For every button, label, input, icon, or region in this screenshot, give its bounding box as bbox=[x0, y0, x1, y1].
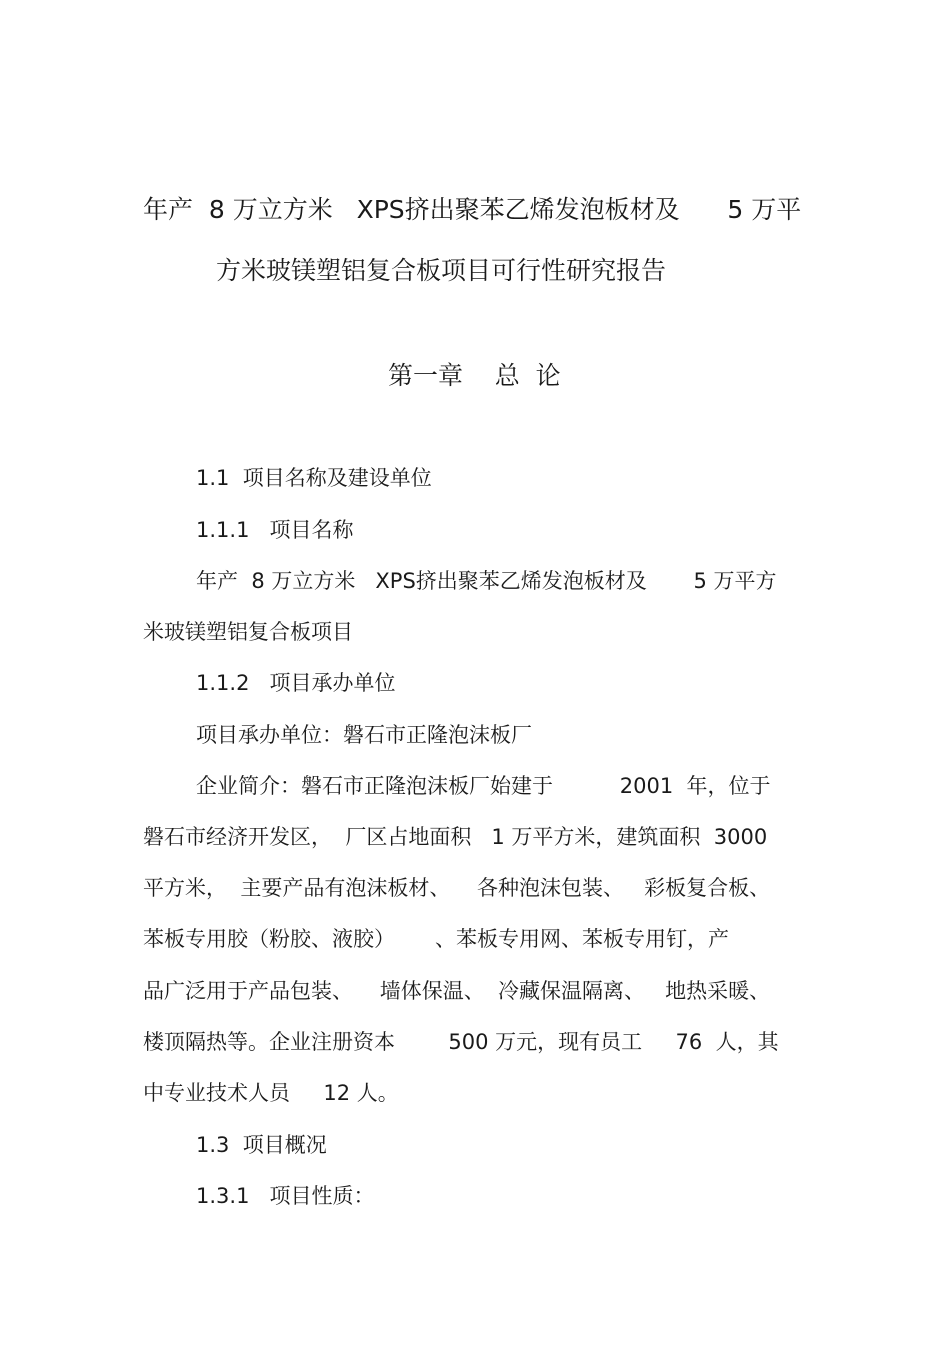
company-intro-line-2: 磐石市经济开发区， 厂区占地面积 1 万平方米，建筑面积 3000 bbox=[143, 825, 768, 849]
project-name-paragraph-line-1: 年产 8 万立方米 XPS挤出聚苯乙烯发泡板材及 5 万平方 bbox=[196, 569, 777, 593]
project-name-paragraph-line-2: 米玻镁塑铝复合板项目 bbox=[143, 620, 353, 644]
company-intro-line-6: 楼顶隔热等。企业注册资本 500 万元，现有员工 76 人，其 bbox=[143, 1030, 779, 1054]
report-title-line-1: 年产 8 万立方米 XPS挤出聚苯乙烯发泡板材及 5 万平 bbox=[143, 195, 802, 224]
report-title-line-2: 方米玻镁塑铝复合板项目可行性研究报告 bbox=[216, 256, 667, 285]
section-heading-1-1-2: 1.1.2 项目承办单位 bbox=[196, 671, 396, 695]
section-heading-1-1-1: 1.1.1 项目名称 bbox=[196, 518, 354, 542]
section-heading-1-1: 1.1 项目名称及建设单位 bbox=[196, 466, 432, 490]
chapter-heading: 第一章 总 论 bbox=[388, 361, 561, 390]
company-intro-line-1: 企业简介：磐石市正隆泡沫板厂始建于 2001 年，位于 bbox=[196, 774, 771, 798]
company-intro-line-7: 中专业技术人员 12 人。 bbox=[143, 1081, 399, 1105]
undertaking-unit-paragraph: 项目承办单位：磐石市正隆泡沫板厂 bbox=[196, 723, 532, 747]
company-intro-line-5: 品广泛用于产品包装、 墙体保温、 冷藏保温隔离、 地热采暖、 bbox=[143, 979, 771, 1003]
section-heading-1-3: 1.3 项目概况 bbox=[196, 1133, 327, 1157]
company-intro-line-3: 平方米， 主要产品有泡沫板材、 各种泡沫包装、 彩板复合板、 bbox=[143, 876, 771, 900]
section-heading-1-3-1: 1.3.1 项目性质： bbox=[196, 1184, 375, 1208]
company-intro-line-4: 苯板专用胶（粉胶、液胶） 、苯板专用网、苯板专用钉，产 bbox=[143, 927, 730, 951]
